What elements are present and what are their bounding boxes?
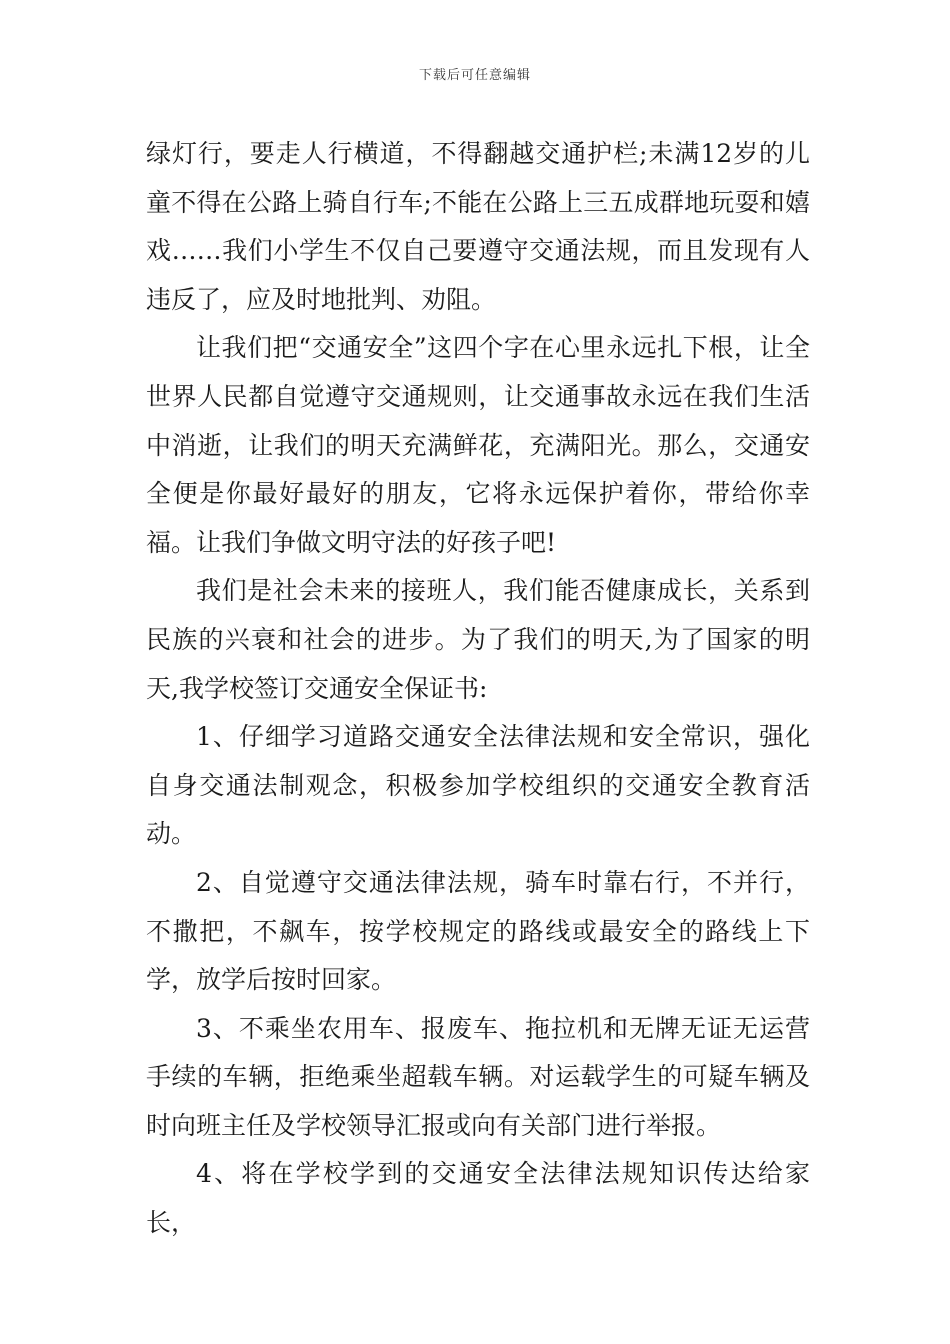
pledge-item-3: 3、不乘坐农用车、报废车、拖拉机和无牌无证无运营手续的车辆，拒绝乘坐超载车辆。对运载学生的可疑车辆及时向班主任及学校领导汇报或向有关部门进行举报。 <box>146 1013 810 1140</box>
paragraph-traffic-safety: 让我们把“交通安全”这四个字在心里永远扎下根，让全世界人民都自觉遵守交通规则，让交通事故永远在我们生活中消逝，让我们的明天充满鲜花，充满阳光。那么，交通安全便是你最好最好的朋友，它将永远保护着你，带给你幸福。让我们争做文明守法的好孩子吧! <box>146 333 810 557</box>
pledge-item-1: 1、仔细学习道路交通安全法律法规和安全常识，强化自身交通法制观念，积极参加学校组织的交通安全教育活动。 <box>146 722 810 849</box>
pledge-item-4: 4、将在学校学到的交通安全法律法规知识传达给家长， <box>146 1159 810 1238</box>
paragraph-continuation: 绿灯行，要走人行横道，不得翻越交通护栏;未满12岁的儿童不得在公路上骑自行车;不能在公路上三五成群地玩耍和嬉戏……我们小学生不仅自己要遵守交通法规，而且发现有人违反了，应及时地批判、劝阻。 <box>146 139 810 314</box>
paragraph-successors: 我们是社会未来的接班人，我们能否健康成长，关系到民族的兴衰和社会的进步。为了我们的明天,为了国家的明天,我学校签订交通安全保证书: <box>146 576 810 703</box>
document-body <box>146 130 810 1248</box>
page-header: 下载后可任意编辑 <box>418 68 531 83</box>
pledge-item-2: 2、自觉遵守交通法律法规，骑车时靠右行，不并行，不撒把，不飙车，按学校规定的路线或最安全的路线上下学，放学后按时回家。 <box>146 867 810 995</box>
